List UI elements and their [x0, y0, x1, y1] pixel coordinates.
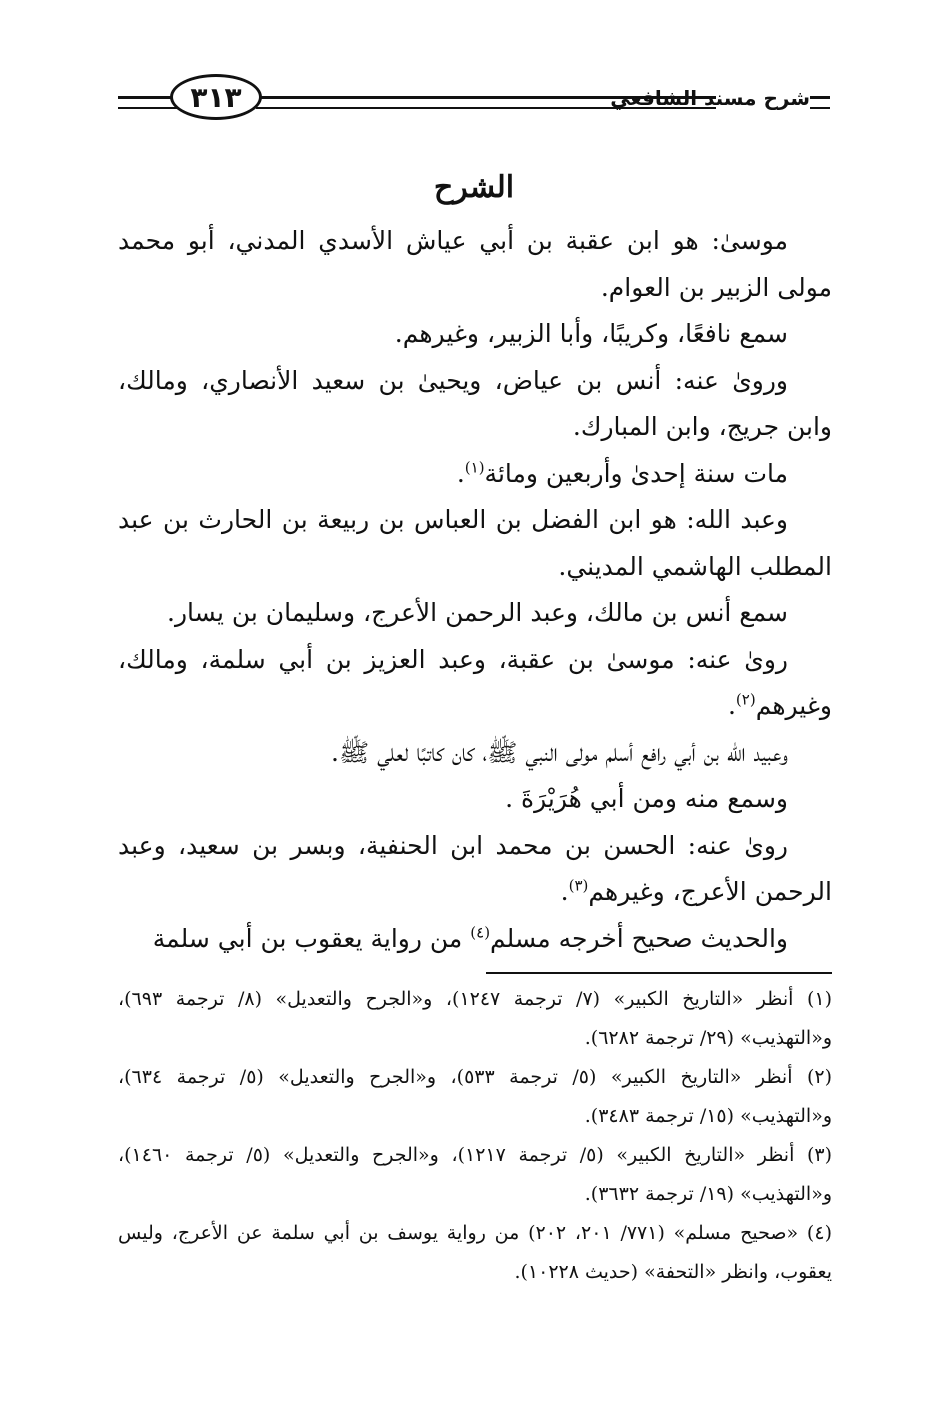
- paragraph: [118, 637, 832, 730]
- footnote-marker[interactable]: (٣): [568, 876, 589, 895]
- paragraph-text-end: .: [456, 458, 465, 488]
- footnote-marker[interactable]: (١): [464, 458, 485, 477]
- footnote-marker[interactable]: (٤): [470, 923, 491, 942]
- footnote: (٢) أنظر «التاريخ الكبير» (٥/ ترجمة ٥٣٣)، و«الجرح والتعديل» (٥/ ترجمة ٦٣٤)، و«التهذيب» (١٥/ ترجمة ٣٤٨٣).: [118, 1066, 833, 1127]
- footnote: (٤) «صحيح مسلم» (٧٧١/ ٢٠١، ٢٠٢) من رواية يوسف بن أبي سلمة عن الأعرج، وليس يعقوب، وانظر «التحفة» (حديث ١٠٢٢٨).: [118, 1222, 832, 1283]
- paragraph-text-end: من رواية يعقوب بن أبي سلمة: [152, 923, 471, 953]
- paragraph-text: مات سنة إحدىٰ وأربعين ومائة: [484, 458, 788, 488]
- paragraph: [118, 497, 832, 590]
- paragraph-text: موسىٰ: هو ابن عقبة بن أبي عياش الأسدي المدني، أبو محمد مولى الزبير بن العوام.: [118, 226, 832, 302]
- paragraph-text: وعبد الله: هو ابن الفضل بن العباس بن ربيعة بن الحارث بن عبد المطلب الهاشمي المديني.: [118, 505, 832, 581]
- footnotes: [118, 980, 832, 1292]
- footnote: (٣) أنظر «التاريخ الكبير» (٥/ ترجمة ١٢١٧)، و«الجرح والتعديل» (٥/ ترجمة ١٤٦٠)، و«التهذيب» (١٩/ ترجمة ٣٦٣٢).: [118, 1144, 833, 1205]
- paragraph-text: وسمع منه ومن أبي هُرَيْرَةَ .: [505, 784, 788, 813]
- header-rule-left: [118, 96, 178, 109]
- paragraph-text: روىٰ عنه: الحسن بن محمد ابن الحنفية، وبسر بن سعيد، وعبد الرحمن الأعرج، وغيرهم: [118, 830, 832, 906]
- paragraph: [118, 358, 832, 451]
- paragraph: [118, 311, 832, 358]
- footnote: (١) أنظر «التاريخ الكبير» (٧/ ترجمة ١٢٤٧)، و«الجرح والتعديل» (٨/ ترجمة ٦٩٣)، و«التهذيب» (٢٩/ ترجمة ٦٢٨٢).: [118, 988, 832, 1049]
- paragraph: [118, 916, 832, 963]
- paragraph-text-end: .: [560, 877, 569, 906]
- paragraph: [118, 730, 832, 777]
- paragraph: [118, 776, 832, 823]
- paragraph: [118, 590, 832, 637]
- paragraph-text: وروىٰ عنه: أنس بن عياض، ويحيىٰ بن سعيد الأنصاري، ومالك، وابن جريج، وابن المبارك.: [118, 365, 832, 441]
- paragraph-text: وعبيد الله بن أبي رافع أسلم مولى النبي ﷺ، كان كاتبًا لعلي ﷺ.: [331, 737, 788, 767]
- paragraph-text-end: .: [727, 691, 736, 720]
- page-header: [118, 70, 830, 126]
- paragraph: [118, 451, 832, 498]
- page-number: ٣١٣: [170, 74, 262, 120]
- footnote-marker[interactable]: (٢): [735, 690, 756, 709]
- paragraph: [118, 218, 832, 311]
- paragraph-text: والحديث صحيح أخرجه مسلم: [490, 923, 788, 953]
- section-heading: الشرح: [433, 170, 515, 205]
- paragraph-text: سمع أنس بن مالك، وعبد الرحمن الأعرج، وسليمان بن يسار.: [167, 598, 788, 627]
- paragraph-text: روىٰ عنه: موسىٰ بن عقبة، وعبد العزيز بن أبي سلمة، ومالك، وغيرهم: [118, 644, 832, 720]
- running-title: شرح مسند الشافعي: [718, 80, 810, 116]
- footnote-separator: [486, 972, 832, 974]
- paragraph-text: سمع نافعًا، وكريبًا، وأبا الزبير، وغيرهم.: [394, 319, 788, 348]
- paragraph: [118, 823, 832, 916]
- body-text: [118, 218, 832, 962]
- header-rule-right: [808, 96, 830, 109]
